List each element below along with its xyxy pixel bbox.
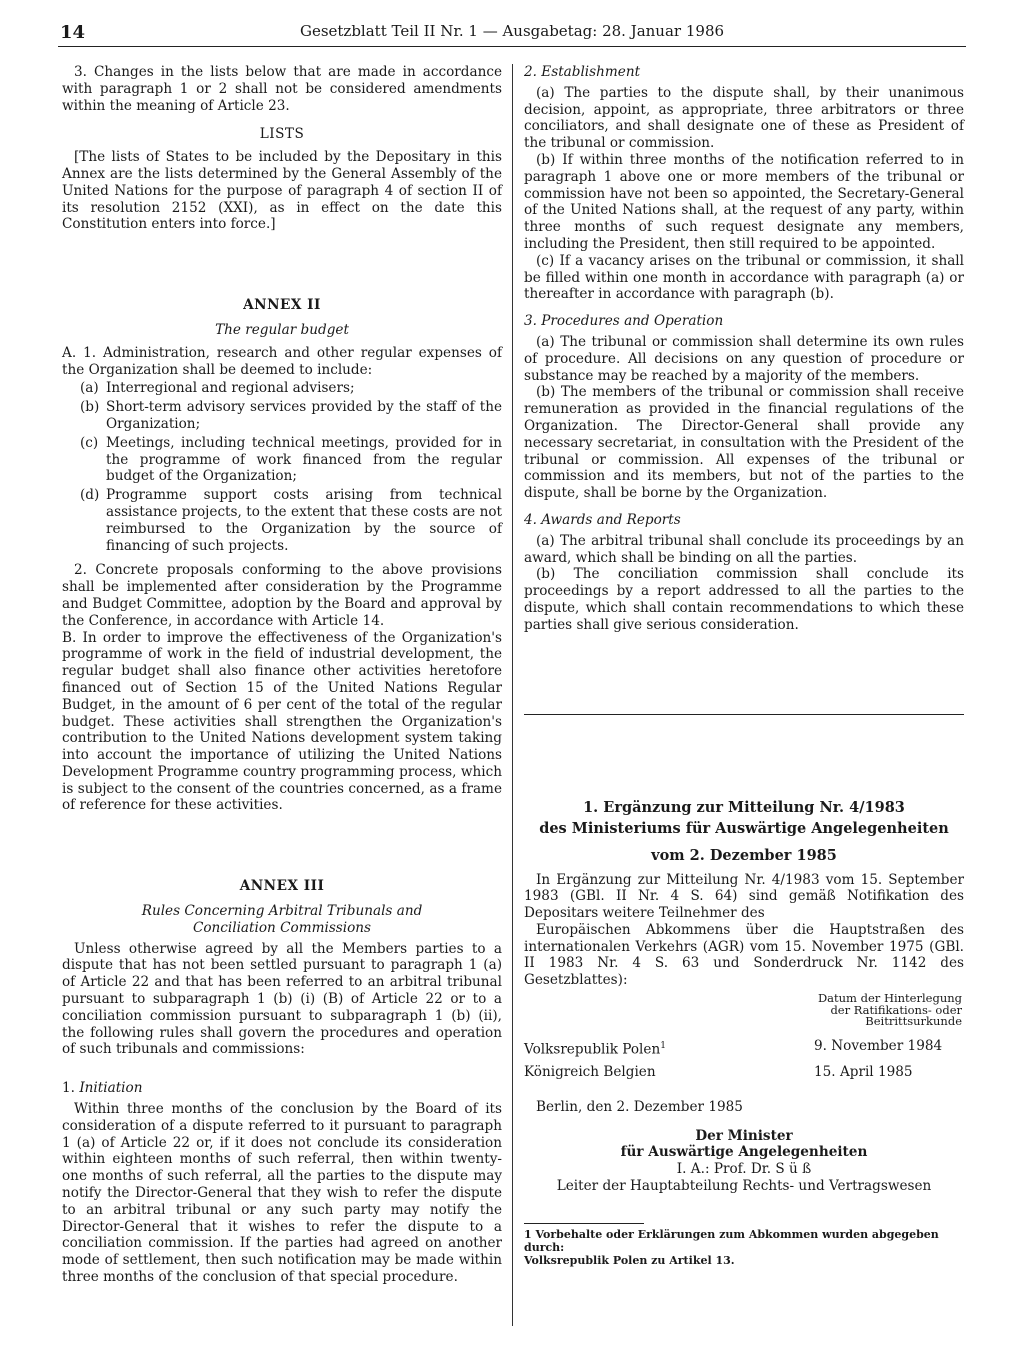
annex-iii-title: ANNEX III [239, 878, 325, 895]
notice-title-line1: 1. Ergänzung zur Mitteilung Nr. 4/1983 [583, 798, 905, 816]
section-2-heading: 2. Establishment [524, 64, 641, 80]
list-label: (b) [80, 399, 100, 416]
deposit-heading-line1: Datum der Hinterlegung [817, 991, 962, 1006]
list-item [80, 487, 502, 554]
list-text: Meetings, including technical meetings, provided for in the programme of work financed from the regular budget of the Organization; [106, 434, 502, 485]
list-label: (d) [80, 487, 100, 504]
country-name: Königreich Belgien [524, 1063, 656, 1080]
right-column [524, 64, 964, 1267]
section-1-number: 1. [62, 1080, 75, 1097]
deposit-date: 9. November 1984 [814, 1037, 943, 1054]
section-3-b: (b) The members of the tribunal or commission shall receive remuneration as provided in the financial regulations of the Organization. The Director-General shall provide any necessary secretariat, in consultation with the President of the tribunal or commission. All expenses of the tribunal or commission and its members, but not of the parties to the dispute, shall be borne by the Organization. [524, 384, 964, 502]
notice-agreement: Europäischen Abkommens über die Hauptstraßen des internationalen Verkehrs (AGR) vom 15. November 1975 (GBl. II 1983 Nr. 4 S. 63 und Sonderdruck Nr. 1142 des Gesetzblattes): [524, 921, 964, 989]
section-1-text: Within three months of the conclusion by the Board of its consideration of a dispute referred to it pursuant to paragraph 1 (a) of Article 22 or, if it does not conclude its consideration within eighteen months of such referral, then within twenty-one months of such referral, all the parties to the dispute may notify the Director-General that they wish to refer the dispute to an arbitral tribunal or any such party may notify the Director-General that it wishes to refer the dispute to a conciliation commission. If the parties had agreed on another mode of settlement, then such notification may be made within three months of the conclusion of that special procedure. [62, 1101, 502, 1286]
footnote [524, 1228, 964, 1267]
notice-separator-rule [524, 714, 964, 715]
country-row [524, 1038, 964, 1058]
footnote-line1: 1 Vorbehalte oder Erklärungen zum Abkommen wurden abgegeben durch: [524, 1227, 939, 1254]
annex-iii-subtitle-line2: Conciliation Commissions [192, 919, 372, 936]
footnote-rule [524, 1223, 644, 1224]
page-number: 14 [60, 22, 86, 43]
list-item [80, 399, 502, 433]
notice-intro: In Ergänzung zur Mitteilung Nr. 4/1983 vom 15. September 1983 (GBl. II Nr. 4 S. 64) sind gemäß Notifikation des Depositars weitere Teilnehmer des [524, 871, 964, 922]
country-name-text: Volksrepublik Polen [524, 1041, 661, 1058]
signature-name: I. A.: Prof. Dr. S ü ß [676, 1161, 812, 1178]
paragraph-3: 3. Changes in the lists below that are made in accordance with paragraph 1 or 2 shall not be considered amendments within the meaning of Article 23. [62, 64, 502, 114]
list-text: Programme support costs arising from technical assistance projects, to the extent that these costs are not reimbursed to the Organization by the source of financing of such projects. [106, 487, 502, 554]
deposit-heading-line2: der Ratifikations- oder [830, 1002, 962, 1017]
list-label: (a) [80, 380, 99, 397]
list-item [80, 380, 502, 397]
notice-title-line3: vom 2. Dezember 1985 [651, 846, 837, 864]
column-divider [512, 64, 513, 1326]
section-1-heading [62, 1080, 502, 1097]
section-3-heading: 3. Procedures and Operation [524, 313, 724, 330]
annex-ii-a2: 2. Concrete proposals conforming to the above provisions shall be implemented after consideration by the Programme and Budget Committee, adoption by the Board and approval by the Conference, in accordance with Article 14. [62, 562, 502, 629]
notice-title-line2: des Ministeriums für Auswärtige Angelegenheiten [539, 819, 949, 837]
annex-ii-b: B. In order to improve the effectiveness of the Organization's programme of work in the field of industrial development, the regular budget shall also finance other activities heretofore financed out of Section 15 of the United Nations Regular Budget, in the amount of 6 per cent of the total of the regular budget. These activities shall strengthen the Organization's contribution to the United Nations development system taking into account the importance of utilizing the United Nations Development Programme country programming process, which is subject to the consent of the countries concerned, as a frame of reference for these activities. [62, 629, 502, 814]
list-text: Short-term advisory services provided by the staff of the Organization; [106, 399, 502, 432]
lists-text: [The lists of States to be included by the Depositary in this Annex are the lists determined by the General Assembly of the United Nations for the purpose of paragraph 4 of section II of its resolution 2152 (XXI), as in effect on the date this Constitution enters into force.] [62, 149, 502, 233]
annex-iii-intro: Unless otherwise agreed by all the Members parties to a dispute that has not been settled pursuant to paragraph 1 (a) of Article 22 and that has been referred to an arbitral tribunal pursuant to subparagraph 1 (b) (i) (B) of Article 22 or to a conciliation commission pursuant to subparagraph 1 (b) (ii), the following rules shall govern the procedures and operation of such tribunals and commissions: [62, 940, 502, 1058]
section-4-heading: 4. Awards and Reports [524, 511, 681, 528]
annex-ii-title: ANNEX II [243, 297, 321, 314]
footnote-line2: Volksrepublik Polen zu Artikel 13. [524, 1253, 735, 1267]
signature-title: Der Minister [695, 1127, 793, 1144]
signature-ministry: für Auswärtige Angelegenheiten [620, 1144, 868, 1161]
notice-title [524, 797, 964, 866]
signature-role: Leiter der Hauptabteilung Rechts- und Vertragswesen [556, 1177, 932, 1194]
annex-ii-a1-intro: A. 1. Administration, research and other regular expenses of the Organization shall be deemed to include: [62, 344, 502, 378]
section-2-b: (b) If within three months of the notification referred to in paragraph 1 above one or more members of the tribunal or commission have not been so appointed, the Secretary-General of the United Nations shall, at the request of any party, within three months of such request designate any members, including the President, then still required to be appointed. [524, 151, 964, 252]
section-2-c: (c) If a vacancy arises on the tribunal or commission, it shall be filled within one month in accordance with paragraph (a) or thereafter in accordance with paragraph (b). [524, 252, 964, 303]
place-date: Berlin, den 2. Dezember 1985 [536, 1098, 743, 1115]
annex-iii-subtitle-line1: Rules Concerning Arbitral Tribunals and [141, 903, 423, 920]
lists-heading: LISTS [259, 126, 305, 143]
running-head: Gesetzblatt Teil II Nr. 1 — Ausgabetag: 28. Januar 1986 [299, 22, 725, 40]
list-item [80, 435, 502, 485]
section-1-title: Initiation [79, 1080, 143, 1097]
deposit-date: 15. April 1985 [814, 1063, 913, 1080]
country-name [524, 1038, 666, 1058]
list-text: Interregional and regional advisers; [106, 380, 355, 397]
left-column [62, 64, 502, 1286]
section-4-b: (b) The conciliation commission shall conclude its proceedings by a report addressed to all the parties to the dispute, which shall contain recommendations to which these parties shall give serious consideration. [524, 566, 964, 633]
header-rule [58, 46, 966, 47]
section-3-a: (a) The tribunal or commission shall determine its own rules of procedure. All decisions on any question of procedure or substance may be reached by a majority of the members. [524, 333, 964, 384]
country-row [524, 1064, 964, 1081]
annex-iii-subtitle [62, 903, 502, 937]
list-label: (c) [80, 434, 99, 451]
section-4-a: (a) The arbitral tribunal shall conclude its proceedings by an award, which shall be binding on all the parties. [524, 532, 964, 566]
deposit-heading-line3: Beitrittsurkunde [865, 1014, 962, 1029]
section-2-a: (a) The parties to the dispute shall, by their unanimous decision, appoint, as appropriate, three arbitrators or three conciliators, and shall designate one of these as President of the tribunal or commission. [524, 84, 964, 152]
deposit-column-heading [524, 993, 962, 1028]
annex-ii-subtitle: The regular budget [215, 321, 349, 338]
signature-block [524, 1128, 964, 1195]
footnote-marker: 1 [660, 1040, 666, 1051]
